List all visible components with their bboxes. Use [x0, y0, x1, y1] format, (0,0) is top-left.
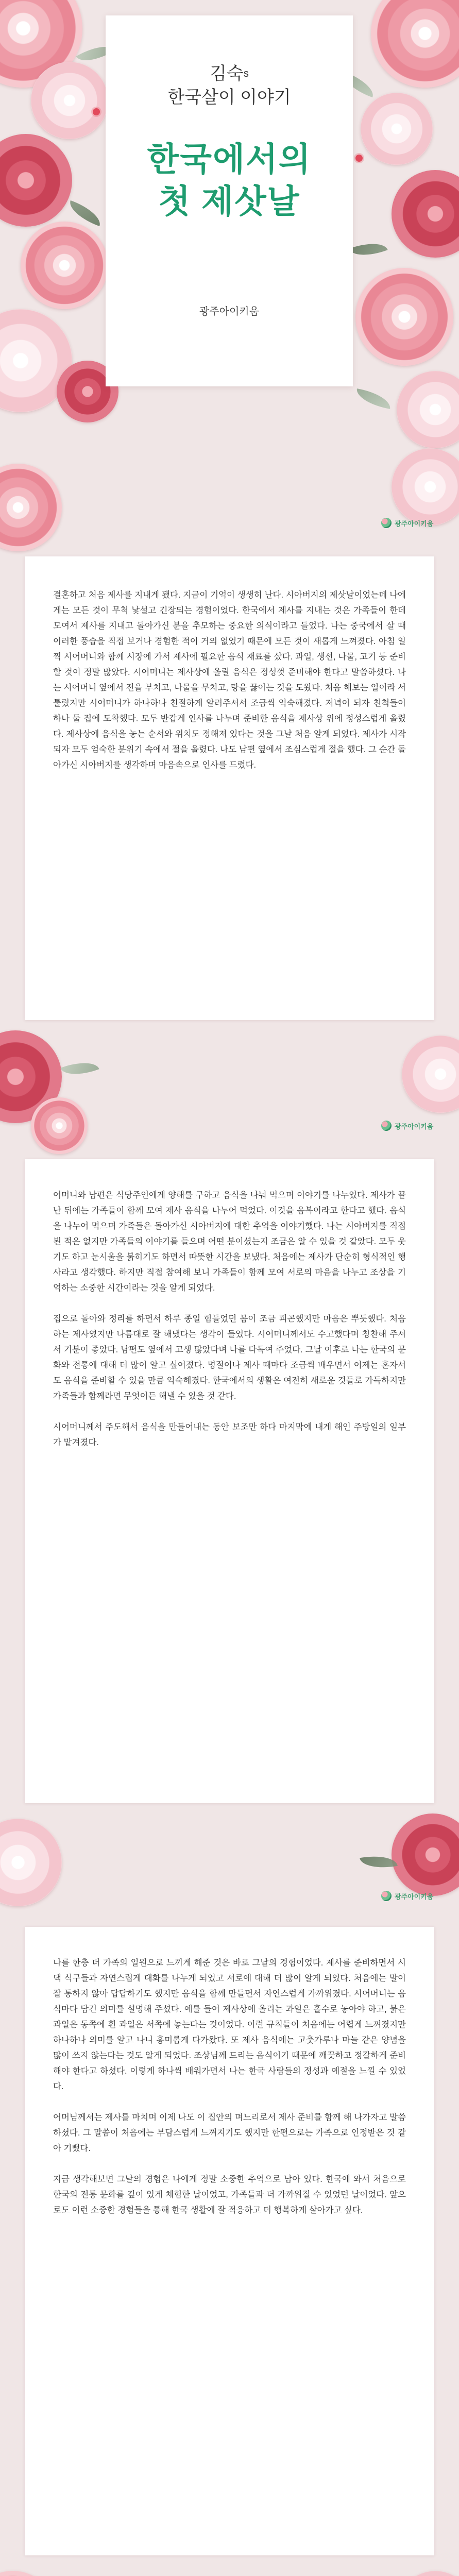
story-paragraph: 시어머니께서 주도해서 음식을 만들어내는 동안 보조만 하다 마지막에 내게 해인 주방일의 일부가 맡겨졌다. — [53, 1422, 406, 1447]
rose-decoration — [397, 2571, 459, 2576]
rose-decoration — [355, 268, 453, 366]
author-name-text: 김숙 — [210, 64, 244, 83]
brand-logo-text: 광주아이키움 — [395, 519, 434, 528]
story-paragraph: 집으로 돌아와 정리를 하면서 하루 종일 힘들었던 몸이 조금 피곤했지만 마음은 뿌듯했다. 처음 하는 제사였지만 나름대로 잘 해냈다는 생각이 들었다. 시어머니께서도 수고했다며 칭찬해 주셔서 기분이 좋았다. 남편도 옆에서 고생 많았다며 나를 다독여 주었다. 그날 이후로 나는 한국의 문화와 전통에 대해 더 많이 알고 싶어졌다. 명절이나 제사 때마다 조금씩 배우면서 이제는 혼자서도 음식을 준비할 수 있을 만큼 익숙해졌다. 한국에서의 생활은 여전히 새로운 것들로 가득하지만 가족들과 함께라면 무엇이든 해낼 수 있을 것 같다. — [53, 1314, 406, 1401]
rose-decoration — [402, 1036, 459, 1113]
series-subtitle: 한국살이 이야기 — [167, 88, 291, 107]
rose-decoration — [392, 448, 459, 526]
story-title — [106, 138, 353, 223]
rose-decoration — [397, 371, 459, 448]
story-section-3 — [25, 1927, 434, 2555]
brand-logo-icon — [381, 1121, 392, 1131]
rose-decoration — [0, 2571, 57, 2576]
rose-decoration — [21, 222, 108, 309]
berry-decoration — [93, 108, 100, 115]
rose-decoration — [31, 1097, 88, 1154]
story-paragraph: 지금 생각해보면 그날의 경험은 나에게 정말 소중한 추억으로 남아 있다. 한국에 와서 처음으로 한국의 전통 문화를 깊이 있게 체험한 날이었고, 가족들과 더 가까워질 수 있었던 날이었다. 앞으로도 이런 소중한 경험들을 통해 한국 생활에 잘 적응하고 더 행복하게 살아가고 싶다. — [53, 2175, 406, 2215]
story-paragraph: 나를 한층 더 가족의 일원으로 느끼게 해준 것은 바로 그날의 경험이었다. 제사를 준비하면서 시댁 식구들과 자연스럽게 대화를 나누게 되었고 서로에 대해 더 많이 알게 되었다. 처음에는 말이 잘 통하지 않아 답답하기도 했지만 음식을 함께 만들면서 자연스럽게 가까워졌다. 시어머니는 음식마다 담긴 의미를 설명해 주셨다. 예를 들어 제사상에 올리는 과일은 홀수로 놓아야 하고, 붉은 과일은 동쪽에 흰 과일은 서쪽에 놓는다는 것이었다. 이런 규칙들이 처음에는 어렵게 느껴졌지만 하나하나 의미를 알고 나니 흥미롭게 다가왔다. 또 제사 음식에는 고춧가루나 마늘 같은 양념을 많이 쓰지 않는다는 것도 알게 되었다. 조상님께 드리는 음식이기 때문에 깨끗하고 정갈하게 준비해야 한다고 하셨다. 이렇게 하나씩 배워가면서 나는 한국 사람들의 정성과 예절을 느낄 수 있었다. — [53, 1958, 406, 2091]
hero-heading — [106, 62, 353, 109]
author-name-suffix: s — [243, 68, 249, 79]
story-section-2 — [25, 1159, 434, 1803]
brand-logo-text: 광주아이키움 — [395, 1892, 434, 1901]
berry-decoration — [355, 155, 363, 162]
author-name — [106, 62, 353, 86]
rose-decoration — [392, 1814, 459, 1896]
hero-author: 광주아이키움 — [199, 306, 259, 317]
story-paragraph: 어머님께서는 제사를 마치며 이제 나도 이 집안의 며느리로서 제사 준비를 함께 해 나가자고 말씀하셨다. 그 말씀이 처음에는 부담스럽게 느껴지기도 했지만 한편으로는 가족으로 인정받은 것 같아 기뻤다. — [53, 2113, 406, 2153]
story-paragraph: 어머니와 남편은 식당주인에게 양해를 구하고 음식을 나눠 먹으며 이야기를 나누었다. 제사가 끝난 뒤에는 가족들이 함께 모여 제사 음식을 나누어 먹었다. 이것을 음복이라고 한다고 했다. 음식을 나누어 먹으며 가족들은 돌아가신 시아버지에 대한 추억을 이야기했다. 나는 시아버지를 직접 뵌 적은 없지만 가족들의 이야기를 들으며 어떤 분이셨는지 조금은 알 수 있을 것 같았다. 모두 웃기도 하고 눈시울을 붉히기도 하면서 따뜻한 시간을 보냈다. 처음에는 제사가 단순히 형식적인 행사라고 생각했다. 하지만 직접 참여해 보니 가족들이 함께 모여 서로의 마음을 나누고 조상을 기억하는 소중한 시간이라는 것을 알게 되었다. — [53, 1191, 406, 1293]
leaf-decoration — [354, 388, 393, 409]
rose-decoration — [0, 464, 62, 551]
story-title-line1: 한국에서의 — [147, 141, 312, 178]
brand-logo — [381, 1121, 433, 1131]
rose-decoration — [0, 134, 72, 227]
leaf-decoration — [60, 1056, 99, 1081]
story-title-line2: 첫 제삿날 — [158, 183, 300, 220]
leaf-decoration — [349, 236, 387, 262]
story-paragraph: 결혼하고 처음 제사를 지내게 됐다. 지금이 기억이 생생히 난다. 시아버지의 제삿날이었는데 나에게는 모든 것이 무척 낯설고 긴장되는 경험이었다. 한국에서 제사를 지내는 것은 가족들이 한데 모여서 제사를 지내고 돌아가신 분을 추모하는 중요한 의식이라고 들었다. 나는 중국에서 살 때 이러한 풍습을 직접 보거나 경험한 적이 거의 없었기 때문에 모든 것이 새롭게 느껴졌다. 아침 일찍 시어머니와 함께 시장에 가서 제사에 필요한 음식 재료를 샀다. 과일, 생선, 나물, 고기 등 준비할 것이 정말 많았다. 시어머니는 제사상에 올릴 음식은 정성껏 준비해야 한다고 말씀하셨다. 나는 시어머니 옆에서 전을 부치고, 나물을 무치고, 탕을 끓이는 것을 도왔다. 처음 해보는 일이라 서툴렀지만 시어머니가 하나하나 친절하게 알려주셔서 조금씩 익숙해졌다. 저녁이 되자 친척들이 하나 둘 집에 도착했다. 모두 반갑게 인사를 나누며 준비한 음식을 제사상 위에 정성스럽게 올렸다. 제사상에 음식을 놓는 순서와 위치도 정해져 있다는 것을 그날 처음 알게 되었다. 제사가 시작되자 모두 엄숙한 분위기 속에서 절을 올렸다. 나도 남편 옆에서 조심스럽게 절을 했다. 그 순간 돌아가신 시아버지를 생각하며 마음속으로 인사를 드렸다. — [53, 590, 406, 770]
hero-card — [106, 15, 353, 386]
brand-logo — [381, 518, 433, 528]
rose-decoration — [31, 62, 108, 139]
brand-logo — [381, 1891, 433, 1901]
rose-decoration — [0, 1819, 62, 1906]
brand-logo-icon — [381, 518, 392, 528]
rose-decoration — [361, 93, 433, 165]
story-section-1 — [25, 556, 434, 1020]
rose-decoration — [392, 170, 459, 258]
brand-logo-text: 광주아이키움 — [395, 1122, 434, 1130]
rose-decoration — [371, 0, 459, 88]
brand-logo-icon — [381, 1891, 392, 1901]
